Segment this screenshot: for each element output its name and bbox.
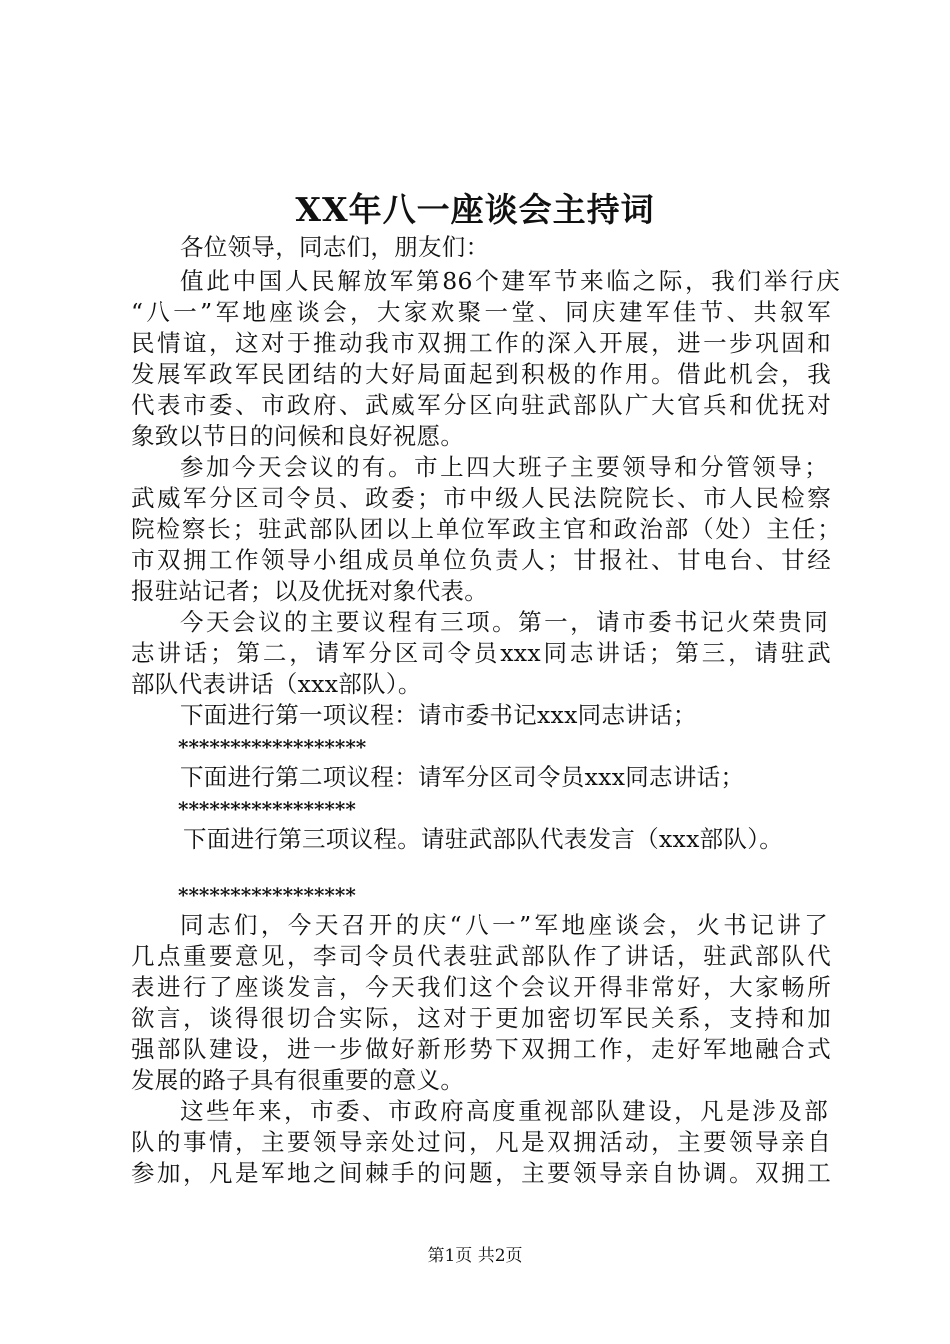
agenda-item-2: 下面进行第二项议程：请军分区司令员xxx同志讲话；	[180, 763, 745, 791]
paragraph-line: 部队代表讲话（xxx部队）。	[131, 670, 422, 698]
paragraph-line: 队的事情，主要领导亲处过问，凡是双拥活动，主要领导亲自	[131, 1128, 831, 1156]
paragraph-line: 今天会议的主要议程有三项。第一，请市委书记火荣贵同	[180, 608, 828, 636]
paragraph-line: “八一”军地座谈会，大家欢聚一堂、同庆建军佳节、共叙军	[131, 298, 831, 326]
paragraph-line: 院检察长；驻武部队团以上单位军政主官和政治部（处）主任；	[131, 515, 841, 543]
paragraph-line: 报驻站记者；以及优抚对象代表。	[131, 577, 488, 605]
paragraph-line: 发展的路子具有很重要的意义。	[131, 1066, 465, 1094]
separator-stars: *****************	[178, 797, 356, 821]
document-title: XX年八一座谈会主持词	[295, 190, 655, 229]
paragraph-line: 象致以节日的问候和良好祝愿。	[131, 422, 465, 450]
paragraph-line: 市双拥工作领导小组成员单位负责人；甘报社、甘电台、甘经	[131, 546, 831, 574]
paragraph-line: 代表市委、市政府、武威军分区向驻武部队广大官兵和优抚对	[131, 391, 831, 419]
paragraph-line: 参加，凡是军地之间棘手的问题，主要领导亲自协调。双拥工	[131, 1159, 831, 1187]
separator-stars: *****************	[178, 883, 356, 907]
separator-stars: ******************	[178, 735, 367, 759]
paragraph-line: 志讲话；第二，请军分区司令员xxx同志讲话；第三，请驻武	[131, 639, 831, 667]
paragraph-line: 强部队建设，进一步做好新形势下双拥工作，走好军地融合式	[131, 1035, 831, 1063]
paragraph-line: 表进行了座谈发言，今天我们这个会议开得非常好，大家畅所	[131, 973, 831, 1001]
paragraph-line: 武威军分区司令员、政委；市中级人民法院院长、市人民检察	[131, 484, 831, 512]
paragraph-line: 值此中国人民解放军第86个建军节来临之际，我们举行庆	[180, 267, 840, 295]
page-footer: 第1页 共2页	[427, 1246, 523, 1266]
paragraph-line: 发展军政军民团结的大好局面起到积极的作用。借此机会，我	[131, 360, 831, 388]
salutation: 各位领导，同志们，朋友们：	[180, 233, 490, 261]
paragraph-line: 民情谊，这对于推动我市双拥工作的深入开展，进一步巩固和	[131, 329, 831, 357]
paragraph-line: 欲言，谈得很切合实际，这对于更加密切军民关系，支持和加	[131, 1004, 831, 1032]
paragraph-line: 参加今天会议的有。市上四大班子主要领导和分管领导；	[180, 453, 828, 481]
paragraph-line: 几点重要意见，李司令员代表驻武部队作了讲话，驻武部队代	[131, 942, 831, 970]
paragraph-line: 这些年来，市委、市政府高度重视部队建设，凡是涉及部	[180, 1097, 828, 1125]
agenda-item-1: 下面进行第一项议程：请市委书记xxx同志讲话；	[180, 701, 697, 729]
agenda-item-3: 下面进行第三项议程。请驻武部队代表发言（xxx部队）。	[183, 825, 784, 853]
paragraph-line: 同志们，今天召开的庆“八一”军地座谈会，火书记讲了	[180, 911, 828, 939]
